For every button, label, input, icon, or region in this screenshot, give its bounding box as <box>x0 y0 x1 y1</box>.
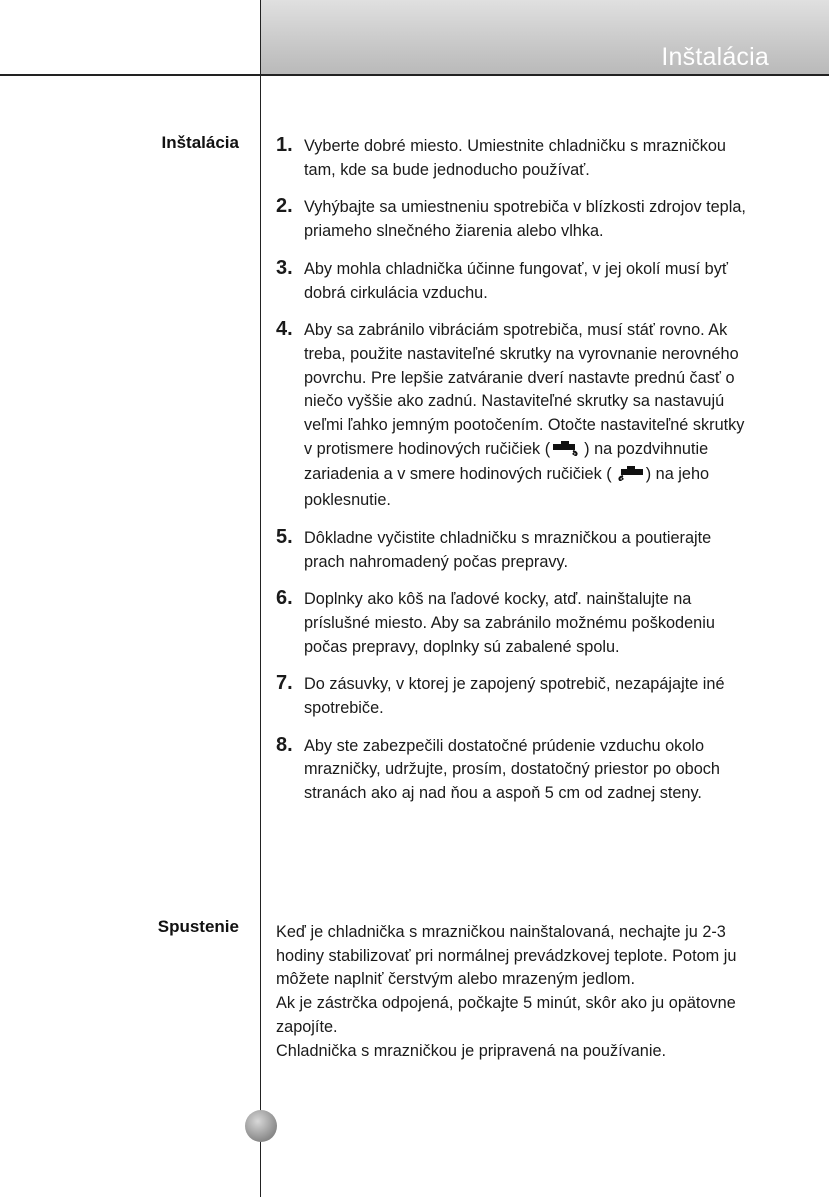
step-4 <box>276 319 756 513</box>
step-8 <box>276 735 756 806</box>
step-1 <box>276 135 756 182</box>
installation-steps <box>276 135 756 820</box>
step-text: Aby mohla chladnička účinne fungovať, v jej okolí musí byť dobrá cirkulácia vzduchu. <box>304 259 728 302</box>
step-text-part-a: Aby sa zabránilo vibráciám spotrebiča, musí stáť rovno. Ak treba, použite nastaviteľné skrutky na vyrovnanie nerovného povrchu. Pre lepšie zatváranie dverí nastavte prednú časť o niečo vyššie ako zadnú. Nastaviteľné skrutky sa nastavujú veľmi ľahko jemným pootočením. Otočte nastaviteľné skrutky v protismere hodinových ručičiek ( <box>304 321 745 458</box>
rotate-clockwise-icon <box>613 465 645 489</box>
step-number: 7. <box>276 672 293 695</box>
page-marker-dot <box>245 1110 277 1142</box>
section-heading-installation: Inštalácia <box>161 133 239 152</box>
startup-paragraph: Ak je zástrčka odpojená, počkajte 5 minút, skôr ako ju opätovne zapojíte. <box>276 994 736 1036</box>
step-number: 8. <box>276 733 293 756</box>
section-heading-startup: Spustenie <box>157 917 239 936</box>
step-text: Dôkladne vyčistite chladničku s mrazničkou a poutierajte prach nahromadený počas prepravy. <box>304 528 712 571</box>
header-divider <box>0 74 829 76</box>
step-number: 3. <box>276 256 293 279</box>
startup-paragraph: Chladnička s mrazničkou je pripravená na používanie. <box>276 1041 667 1060</box>
step-number: 1. <box>276 134 293 156</box>
rotate-counterclockwise-icon <box>551 440 583 464</box>
header-band <box>261 0 829 75</box>
step-2 <box>276 196 756 243</box>
step-number: 6. <box>276 587 293 610</box>
step-text: Vyhýbajte sa umiestneniu spotrebiča v blízkosti zdrojov tepla, priameho slnečného žiarenia alebo vlhka. <box>304 198 746 241</box>
step-text-part-c: ) na jeho poklesnutie. <box>304 465 710 510</box>
step-3 <box>276 258 756 305</box>
column-divider <box>260 0 261 1197</box>
step-number: 4. <box>276 318 293 341</box>
startup-section <box>276 921 756 1063</box>
step-text: Aby ste zabezpečili dostatočné prúdenie vzduchu okolo mrazničky, udržujte, prosím, dostatočný priestor po oboch stranách ako aj nad ňou a aspoň 5 cm od zadnej steny. <box>304 736 720 803</box>
step-6 <box>276 588 756 659</box>
step-number: 2. <box>276 195 293 218</box>
step-text: Do zásuvky, v ktorej je zapojený spotrebič, nezapájajte iné spotrebiče. <box>304 675 725 718</box>
step-5 <box>276 527 756 574</box>
step-7 <box>276 673 756 720</box>
step-text: Vyberte dobré miesto. Umiestnite chladničku s mrazničkou tam, kde sa bude jednoducho používať. <box>304 137 726 179</box>
page-header-title: Inštalácia <box>661 43 769 71</box>
startup-paragraph: Keď je chladnička s mrazničkou nainštalovaná, nechajte ju 2-3 hodiny stabilizovať pri normálnej prevádzkovej teplote. Potom ju môžete naplniť čerstvým alebo mrazeným jedlom. <box>276 923 737 989</box>
step-text-part-b: ) na pozdvihnutie zariadenia a v smere hodinových ručičiek ( <box>304 439 709 484</box>
step-number: 5. <box>276 525 293 548</box>
step-text: Doplnky ako kôš na ľadové kocky, atď. nainštalujte na príslušné miesto. Aby sa zabránilo možnému poškodeniu počas prepravy, doplnky sú zabalené spolu. <box>304 590 715 656</box>
